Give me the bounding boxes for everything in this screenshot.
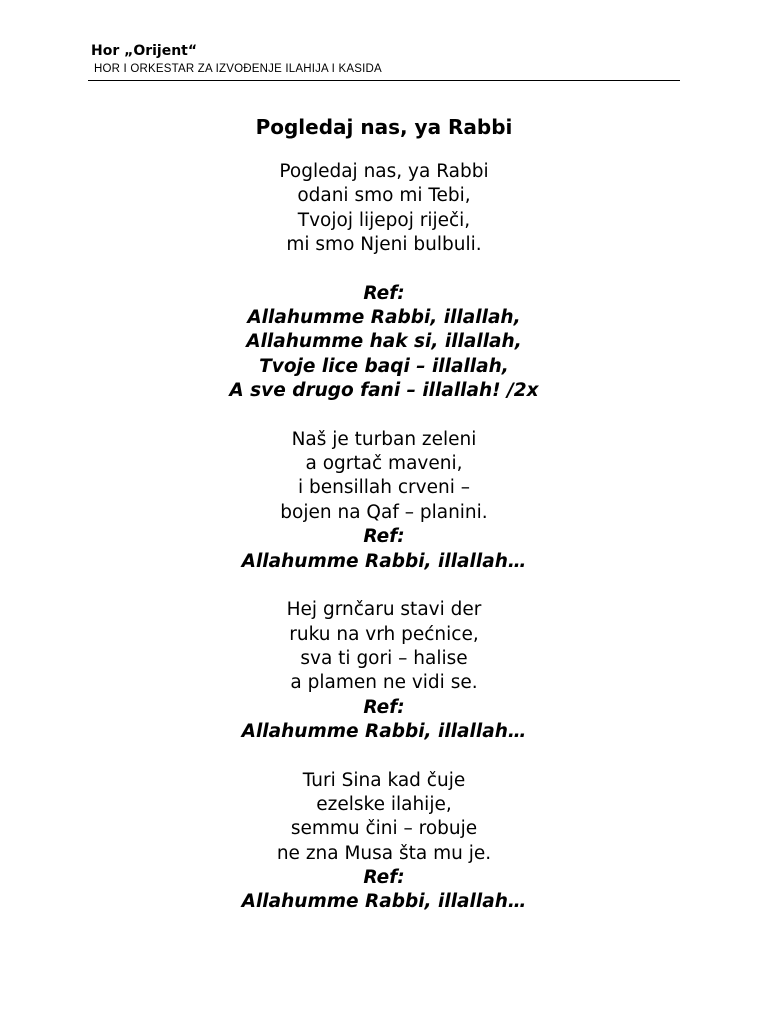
lyric-line: mi smo Njeni bulbuli. [286,234,482,256]
choir-subtitle: HOR I ORKESTAR ZA IZVOĐENJE ILAHIJA I KASIDA [94,63,382,75]
song-title: Pogledaj nas, ya Rabbi [255,115,513,139]
refrain-label: Ref: [363,282,405,304]
refrain-line: Tvoje lice baqi – illallah, [259,355,509,377]
lyric-line: odani smo mi Tebi, [297,185,471,207]
lyric-line: a plamen ne vidi se. [290,672,478,694]
refrain-line: A sve drugo fani – illallah! /2x [229,380,539,402]
stanza-1 [0,160,768,257]
refrain-line: Allahumme Rabbi, illallah, [247,307,521,329]
refrain-line: Allahumme hak si, illallah, [246,331,522,353]
stanza-4 [0,769,768,915]
lyric-line: i bensillah crveni – [298,477,470,499]
refrain-label: Ref: [363,866,405,888]
refrain-line: Allahumme Rabbi, illallah… [241,550,527,572]
lyric-line: ruku na vrh pećnice, [289,623,479,645]
lyric-line: sva ti gori – halise [300,647,468,669]
lyric-line: a ogrtač maveni, [305,453,463,475]
refrain-label: Ref: [363,696,405,718]
choir-name: Hor „Orijent“ [91,43,198,59]
lyric-line: Hej grnčaru stavi der [286,599,482,621]
refrain-line: Allahumme Rabbi, illallah… [241,891,527,913]
lyric-line: bojen na Qaf – planini. [280,501,488,523]
stanza-2 [0,428,768,574]
lyric-line: Naš je turban zeleni [291,428,477,450]
lyric-line: Tvojoj lijepoj riječi, [297,209,471,231]
lyric-line: Turi Sina kad čuje [302,769,466,791]
lyric-line: semmu čini – robuje [290,818,478,840]
refrain-line: Allahumme Rabbi, illallah… [241,720,527,742]
stanza-3 [0,598,768,744]
refrain-label: Ref: [363,526,405,548]
lyrics [0,160,768,915]
lyric-line: ezelske ilahije, [316,793,452,815]
lyric-line: Pogledaj nas, ya Rabbi [279,161,489,182]
lyric-line: ne zna Musa šta mu je. [276,842,492,864]
refrain [0,282,768,404]
header-rule [88,80,680,81]
